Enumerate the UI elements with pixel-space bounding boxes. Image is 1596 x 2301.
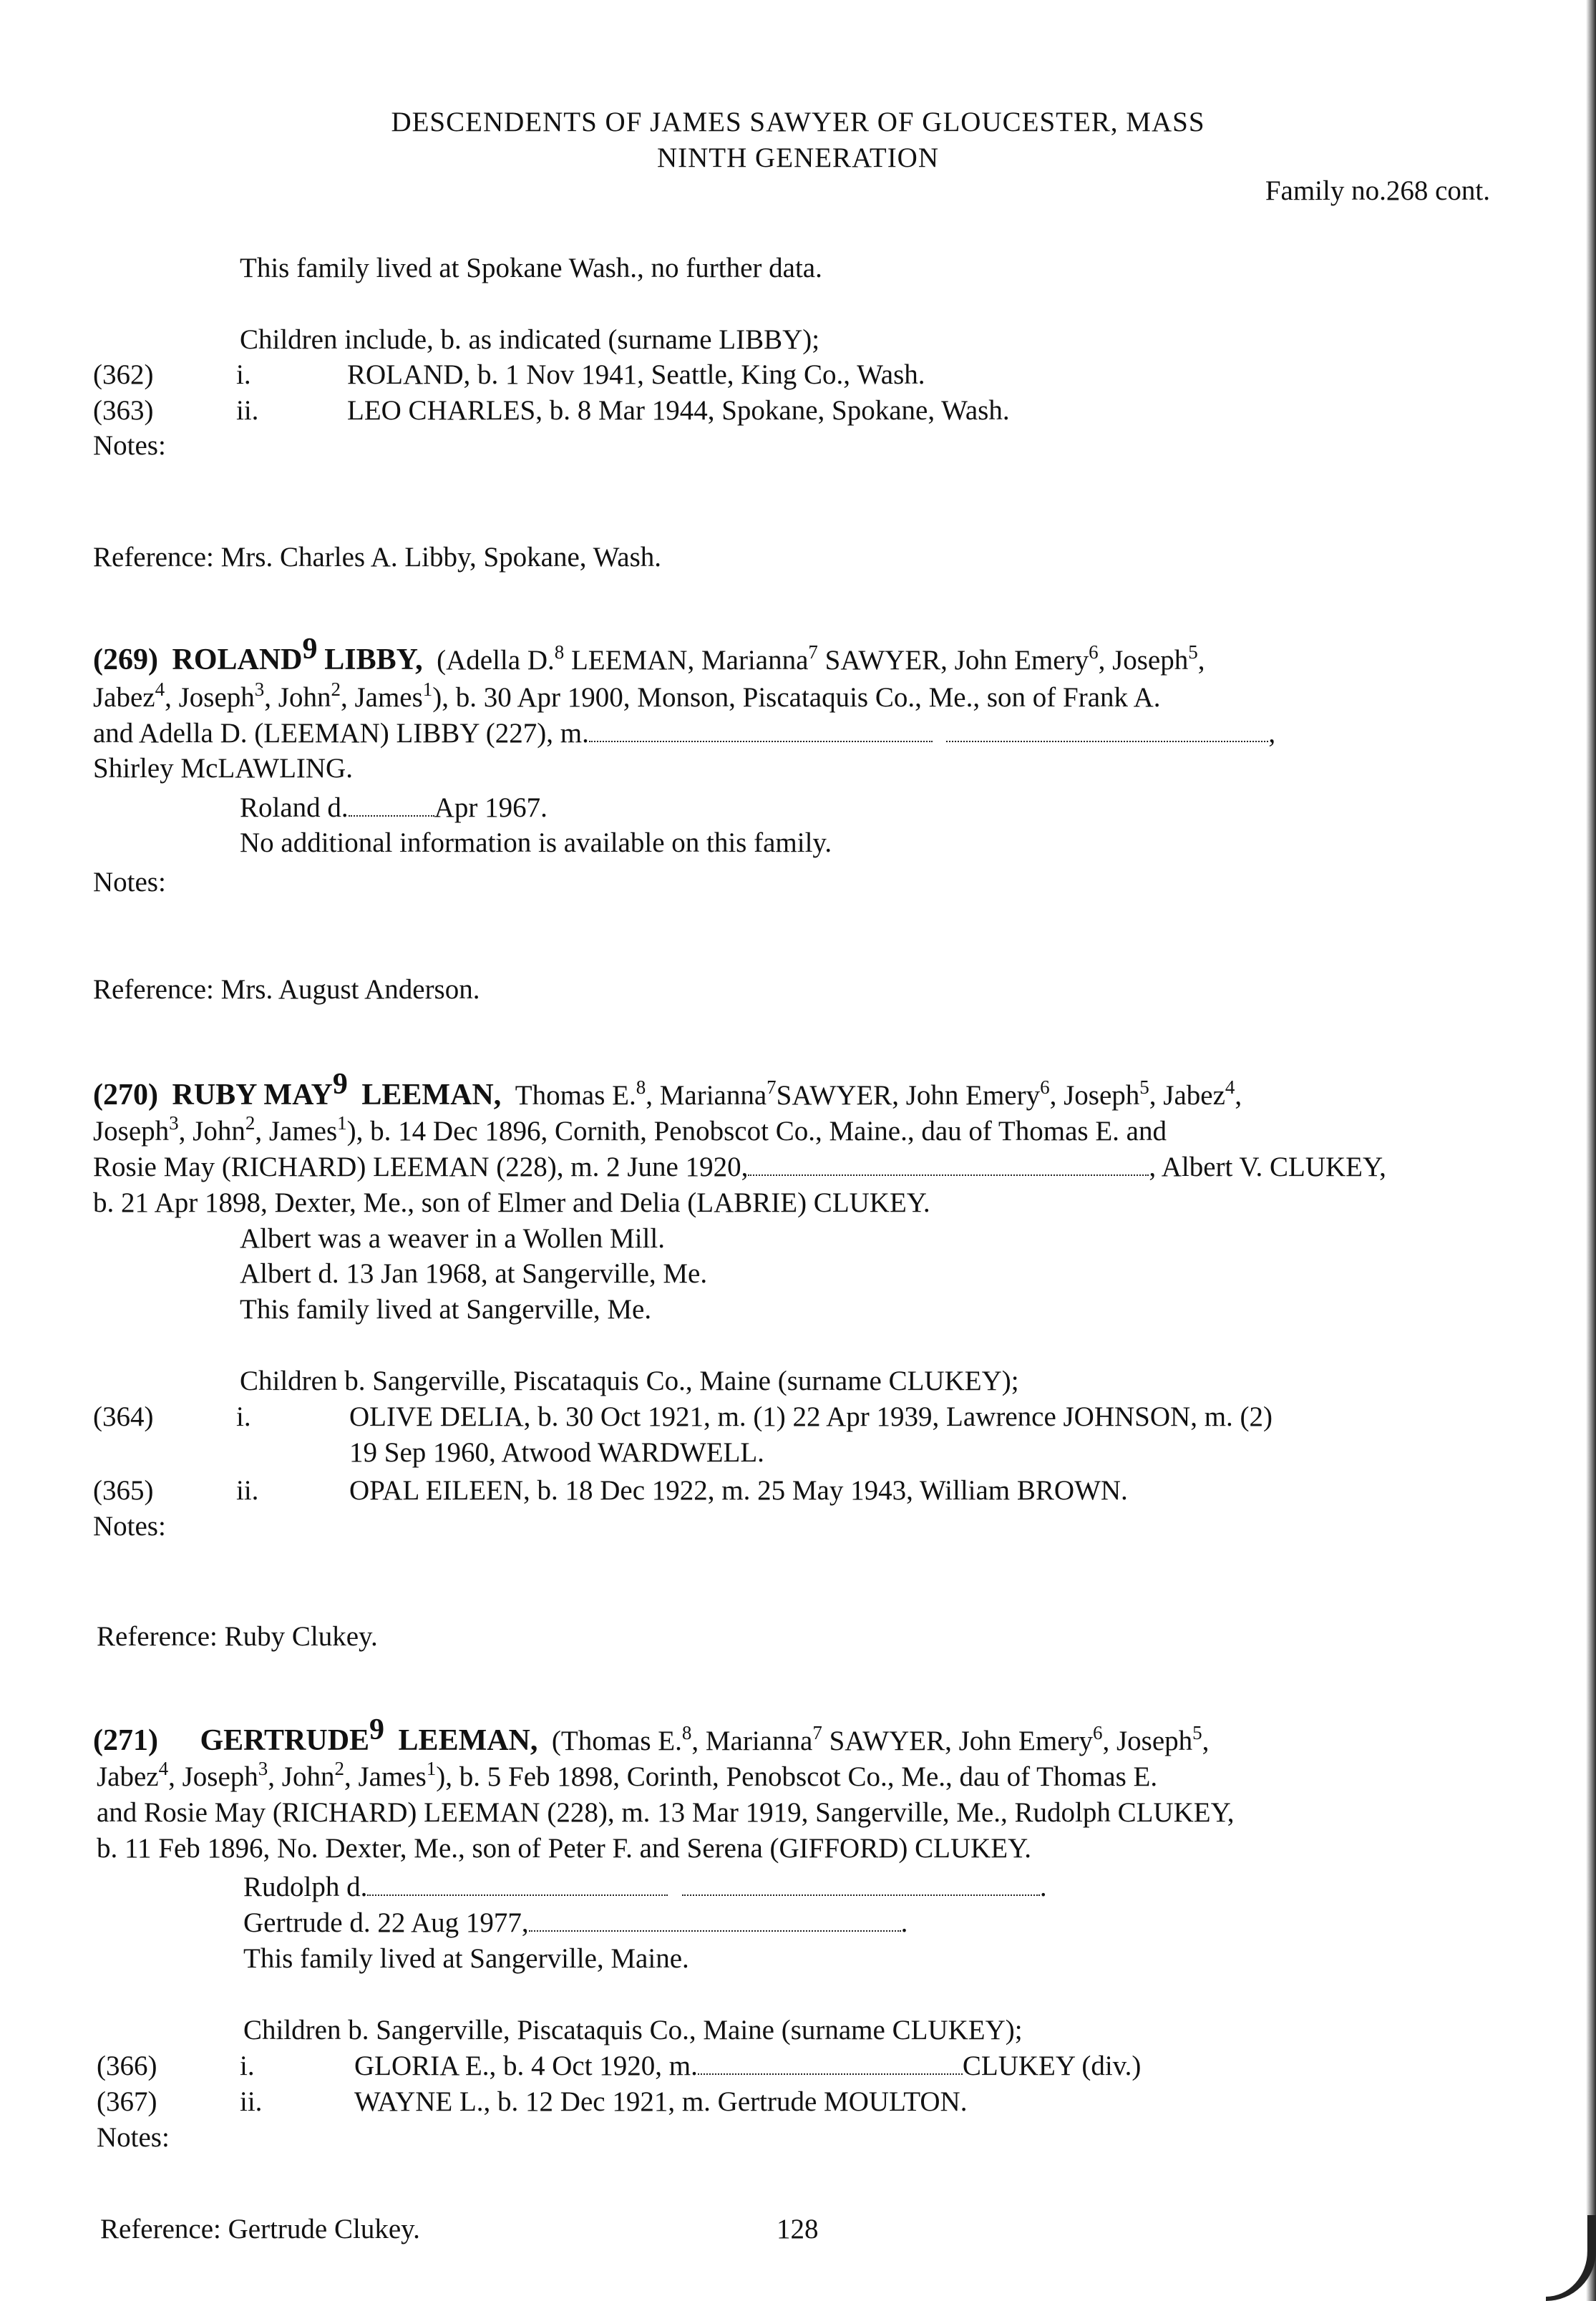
generation-superscript: 9 xyxy=(332,1068,348,1101)
family-270-heading-line xyxy=(93,1068,1553,1113)
family-268-children-intro: Children include, b. as indicated (surname LIBBY); xyxy=(240,324,820,355)
family-270-detail: Albert d. 13 Jan 1968, at Sangerville, Me. xyxy=(240,1258,708,1289)
family-269-parents-line xyxy=(93,716,1275,751)
lineage-text: , John xyxy=(268,1761,335,1792)
lineage-superscript: 5 xyxy=(1192,1722,1202,1743)
child-text: CLUKEY (div.) xyxy=(962,2051,1142,2081)
lineage-text: ), b. 14 Dec 1896, Cornith, Penobscot Co., Maine., dau of Thomas E. and xyxy=(346,1116,1167,1147)
family-268-residence: This family lived at Spokane Wash., no further data. xyxy=(240,253,822,283)
lineage-text: , Joseph xyxy=(1049,1080,1140,1111)
detail-text: Gertrude d. 22 Aug 1977, xyxy=(243,1907,529,1938)
lineage-text: , Joseph xyxy=(1102,1726,1193,1756)
family-269-spouse: Shirley McLAWLING. xyxy=(93,753,353,784)
lineage-superscript: 7 xyxy=(808,641,818,663)
family-270-detail: This family lived at Sangerville, Me. xyxy=(240,1294,652,1325)
child-details: OLIVE DELIA, b. 30 Oct 1921, m. (1) 22 Apr 1939, Lawrence JOHNSON, m. (2) xyxy=(349,1401,1273,1432)
blank-marriage-place xyxy=(748,1154,1149,1176)
family-271-heading-line xyxy=(93,1713,1553,1758)
child-number: (366) xyxy=(97,2051,157,2081)
lineage-text: SAWYER, John Emery xyxy=(824,645,1089,676)
lineage-superscript: 7 xyxy=(812,1722,822,1743)
lineage-superscript: 2 xyxy=(334,1758,344,1779)
family-269-reference: Reference: Mrs. August Anderson. xyxy=(93,974,480,1005)
child-ordinal: i. xyxy=(236,359,251,390)
lineage-text: , James xyxy=(255,1116,338,1147)
lineage-superscript: 6 xyxy=(1093,1722,1103,1743)
child-details: LEO CHARLES, b. 8 Mar 1944, Spokane, Spokane, Wash. xyxy=(347,395,1010,426)
family-continuation-label: Family no.268 cont. xyxy=(1265,175,1490,206)
child-ordinal: i. xyxy=(236,1401,251,1432)
person-name: GERTRUDE xyxy=(200,1724,370,1757)
lineage-text: , Joseph xyxy=(165,682,255,713)
detail-text: Rudolph d. xyxy=(243,1872,368,1902)
lineage-text: , Jabez xyxy=(1149,1080,1225,1111)
family-270-notes-label: Notes: xyxy=(93,1511,166,1542)
child-details-continued: 19 Sep 1960, Atwood WARDWELL. xyxy=(349,1437,764,1468)
lineage-text: , Joseph xyxy=(168,1761,258,1792)
lineage-superscript: 5 xyxy=(1188,641,1198,663)
family-269-additional-info: No additional information is available on this family. xyxy=(240,827,832,858)
lineage-superscript: 1 xyxy=(422,678,433,700)
blank-death-place xyxy=(682,1874,1040,1896)
parents-text: and Adella D. (LEEMAN) LIBBY (227), m. xyxy=(93,718,589,749)
lineage-superscript: 3 xyxy=(169,1112,179,1134)
lineage-text: , John xyxy=(178,1116,245,1147)
child-number: (364) xyxy=(93,1401,154,1432)
lineage-superscript: 1 xyxy=(426,1758,437,1779)
lineage-text: Thomas E. xyxy=(515,1080,636,1111)
family-270-detail: Albert was a weaver in a Wollen Mill. xyxy=(240,1223,665,1254)
generation-superscript: 9 xyxy=(369,1713,385,1746)
parents-text: Rosie May (RICHARD) LEEMAN (228), m. 2 June 1920, xyxy=(93,1152,749,1182)
lineage-text: , Joseph xyxy=(1098,645,1189,676)
family-269-death-detail xyxy=(240,790,548,825)
person-surname: LEEMAN, xyxy=(361,1079,502,1111)
child-details: WAYNE L., b. 12 Dec 1921, m. Gertrude MOULTON. xyxy=(354,2086,968,2117)
document-title: DESCENDENTS OF JAMES SAWYER OF GLOUCESTER, MASS xyxy=(391,107,1205,137)
lineage-superscript: 4 xyxy=(1225,1076,1235,1098)
generation-superscript: 9 xyxy=(302,633,318,666)
blank-marriage-place xyxy=(946,721,1268,742)
family-271-spouse-line: b. 11 Feb 1896, No. Dexter, Me., son of Peter F. and Serena (GIFFORD) CLUKEY. xyxy=(97,1833,1032,1864)
lineage-superscript: 7 xyxy=(767,1076,777,1098)
blank-spouse-name xyxy=(698,2053,963,2075)
lineage-superscript: 4 xyxy=(155,678,165,700)
page-edge-shadow xyxy=(1586,0,1596,2301)
lineage-text: , Marianna xyxy=(646,1080,767,1111)
lineage-text: (Adella D. xyxy=(437,645,555,676)
family-269-lineage-line xyxy=(93,680,1161,715)
lineage-text: , James xyxy=(344,1761,427,1792)
lineage-text: SAWYER, John Emery xyxy=(776,1080,1041,1111)
lineage-superscript: 2 xyxy=(245,1112,256,1134)
lineage-text: Jabez xyxy=(97,1761,159,1792)
child-number: (365) xyxy=(93,1475,154,1506)
family-271-children-intro: Children b. Sangerville, Piscataquis Co., Maine (surname CLUKEY); xyxy=(243,2015,1023,2045)
family-270-spouse-line: b. 21 Apr 1898, Dexter, Me., son of Elmer and Delia (LABRIE) CLUKEY. xyxy=(93,1187,930,1218)
lineage-text: Joseph xyxy=(93,1116,170,1147)
child-details: OPAL EILEEN, b. 18 Dec 1922, m. 25 May 1943, William BROWN. xyxy=(349,1475,1128,1506)
person-name: ROLAND xyxy=(172,643,303,676)
lineage-text: ), b. 5 Feb 1898, Corinth, Penobscot Co., Me., dau of Thomas E. xyxy=(436,1761,1158,1792)
detail-text: Roland d. xyxy=(240,792,349,823)
lineage-text: , John xyxy=(264,682,331,713)
lineage-superscript: 5 xyxy=(1139,1076,1149,1098)
blank-death-place xyxy=(529,1910,901,1932)
lineage-superscript: 8 xyxy=(681,1722,692,1743)
lineage-superscript: 3 xyxy=(258,1758,268,1779)
family-270-lineage-line xyxy=(93,1114,1167,1149)
family-271-lineage-line xyxy=(97,1759,1157,1794)
child-ordinal: ii. xyxy=(240,2086,263,2117)
family-269-notes-label: Notes: xyxy=(93,867,166,897)
lineage-text: , xyxy=(1235,1080,1242,1111)
detail-text: Apr 1967. xyxy=(434,792,548,823)
person-name: RUBY MAY xyxy=(172,1079,333,1111)
child-details xyxy=(354,2048,1141,2083)
family-number: (270) xyxy=(93,1079,158,1111)
child-number: (362) xyxy=(93,359,154,390)
detail-text: . xyxy=(1039,1872,1047,1902)
family-268-reference: Reference: Mrs. Charles A. Libby, Spokane, Wash. xyxy=(93,542,662,573)
parents-text: , Albert V. CLUKEY, xyxy=(1149,1152,1386,1182)
lineage-text: , xyxy=(1202,1726,1210,1756)
family-269-heading-line xyxy=(93,633,1553,678)
child-ordinal: ii. xyxy=(236,1475,259,1506)
detail-text: . xyxy=(900,1907,908,1938)
family-268-notes-label: Notes: xyxy=(93,430,166,461)
person-surname: LIBBY, xyxy=(324,643,423,676)
lineage-text: LEEMAN, Marianna xyxy=(570,645,809,676)
lineage-text: , Marianna xyxy=(691,1726,813,1756)
family-271-death-detail xyxy=(243,1905,908,1940)
child-ordinal: i. xyxy=(240,2051,255,2081)
parents-text: , xyxy=(1268,718,1276,749)
child-text: GLORIA E., b. 4 Oct 1920, m. xyxy=(354,2051,698,2081)
lineage-text: (Thomas E. xyxy=(551,1726,682,1756)
family-270-reference: Reference: Ruby Clukey. xyxy=(97,1621,378,1652)
page-number: 128 xyxy=(777,2214,819,2244)
lineage-text: ), b. 30 Apr 1900, Monson, Piscataquis Co., Me., son of Frank A. xyxy=(432,682,1161,713)
family-271-notes-label: Notes: xyxy=(97,2122,170,2153)
blank-death-day xyxy=(349,795,434,817)
family-270-parents-line xyxy=(93,1149,1386,1184)
lineage-superscript: 1 xyxy=(337,1112,347,1134)
lineage-superscript: 2 xyxy=(331,678,341,700)
lineage-superscript: 4 xyxy=(158,1758,169,1779)
lineage-superscript: 6 xyxy=(1089,641,1099,663)
lineage-superscript: 8 xyxy=(636,1076,646,1098)
lineage-text: Jabez xyxy=(93,682,155,713)
child-number: (367) xyxy=(97,2086,157,2117)
family-270-children-intro: Children b. Sangerville, Piscataquis Co., Maine (surname CLUKEY); xyxy=(240,1366,1019,1396)
lineage-superscript: 3 xyxy=(254,678,265,700)
child-ordinal: ii. xyxy=(236,395,259,426)
child-details: ROLAND, b. 1 Nov 1941, Seattle, King Co., Wash. xyxy=(347,359,925,390)
blank-marriage-date xyxy=(589,721,933,742)
lineage-text: SAWYER, John Emery xyxy=(829,1726,1093,1756)
lineage-superscript: 6 xyxy=(1040,1076,1050,1098)
family-number: (269) xyxy=(93,643,158,676)
generation-title: NINTH GENERATION xyxy=(656,142,940,173)
person-surname: LEEMAN, xyxy=(398,1724,538,1757)
family-271-death-detail xyxy=(243,1869,1047,1904)
family-271-reference: Reference: Gertrude Clukey. xyxy=(100,2214,420,2244)
lineage-superscript: 8 xyxy=(554,641,565,663)
family-271-residence: This family lived at Sangerville, Maine. xyxy=(243,1943,689,1974)
lineage-text: , James xyxy=(340,682,423,713)
family-271-parents-line: and Rosie May (RICHARD) LEEMAN (228), m. 13 Mar 1919, Sangerville, Me., Rudolph CLUKEY, xyxy=(97,1797,1235,1828)
family-number: (271) xyxy=(93,1724,158,1757)
lineage-text: , xyxy=(1197,645,1205,676)
blank-death-date xyxy=(367,1874,668,1896)
child-number: (363) xyxy=(93,395,154,426)
